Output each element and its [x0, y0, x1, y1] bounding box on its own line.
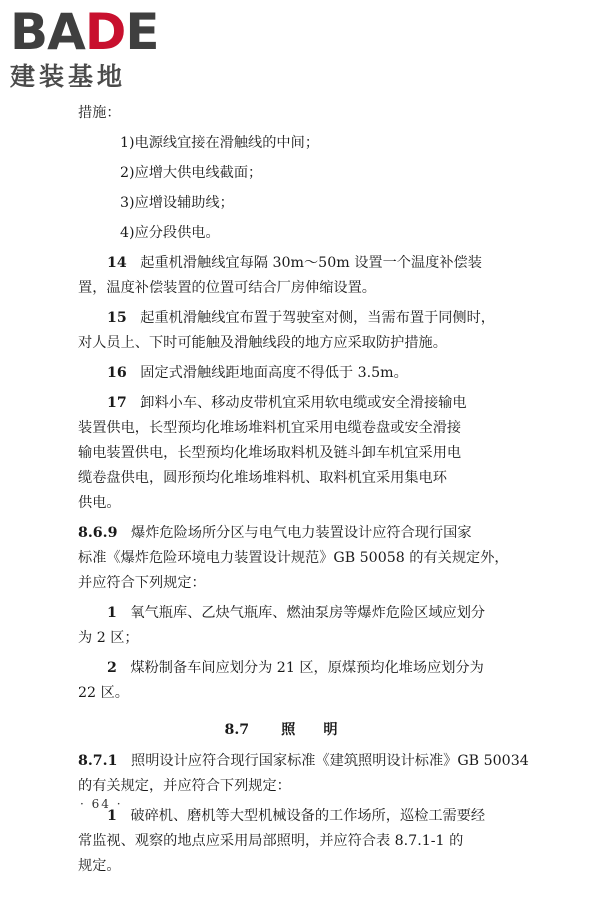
text-line: 规定。: [78, 858, 121, 874]
clause-14: 14 起重机滑触线宜每隔 30m～50m 设置一个温度补偿装: [107, 255, 482, 271]
text-line: 标准《爆炸危险环境电力装置设计规范》GB 50058 的有关规定外，: [78, 550, 509, 566]
section-heading-8-7: 8.7 照 明: [224, 722, 338, 738]
section-8-7-1: 8.7.1 照明设计应符合现行国家标准《建筑照明设计标准》GB 50034: [78, 753, 529, 769]
logo-subtitle: 建装基地: [10, 62, 127, 91]
text-line: 为 2 区；: [78, 630, 139, 646]
text-line: 装置供电，长型预均化堆场堆料机宜采用电缆卷盘或安全滑接: [78, 420, 462, 436]
text-line: 置，温度补偿装置的位置可结合厂房伸缩设置。: [78, 280, 376, 296]
list-item: 3)应增设辅助线；: [120, 195, 234, 211]
item-1: 1 破碎机、磨机等大型机械设备的工作场所，巡检工需要经: [107, 808, 486, 824]
text-line: 的有关规定，并应符合下列规定：: [78, 778, 291, 794]
list-item: 1)电源线宜接在滑触线的中间；: [120, 135, 320, 151]
item-1: 1 氧气瓶库、乙炔气瓶库、燃油泵房等爆炸危险区域应划分: [107, 605, 486, 621]
clause-15: 15 起重机滑触线宜布置于驾驶室对侧，当需布置于同侧时，: [107, 310, 495, 326]
text-line: 输电装置供电，长型预均化堆场取料机及链斗卸车机宜采用电: [78, 445, 462, 461]
clause-17: 17 卸料小车、移动皮带机宜采用软电缆或安全滑接输电: [107, 395, 467, 411]
bade-logo: [10, 3, 180, 92]
text-line: 22 区。: [78, 685, 129, 701]
section-8-6-9: 8.6.9 爆炸危险场所分区与电气电力装置设计应符合现行国家: [78, 525, 472, 541]
text-line: 缆卷盘供电，圆形预均化堆场堆料机、取料机宜采用集电环: [78, 470, 447, 486]
text-line: 对人员上、下时可能触及滑触线段的地方应采取防护措施。: [78, 335, 447, 351]
item-2: 2 煤粉制备车间应划分为 21 区，原煤预均化堆场应划分为: [107, 660, 484, 676]
list-item: 4)应分段供电。: [120, 225, 220, 241]
text-line: 供电。: [78, 495, 121, 511]
text-line: 并应符合下列规定：: [78, 575, 206, 591]
list-item: 2)应增大供电线截面；: [120, 165, 263, 181]
logo-wordmark: BADE: [10, 3, 159, 61]
text-line: 措施：: [78, 105, 121, 121]
page-number: · 64 ·: [80, 797, 123, 811]
page-body: [78, 101, 529, 879]
text-line: 常监视、观察的地点应采用局部照明，并应符合表 8.7.1-1 的: [78, 833, 464, 849]
clause-16: 16 固定式滑触线距地面高度不得低于 3.5m。: [107, 365, 408, 381]
